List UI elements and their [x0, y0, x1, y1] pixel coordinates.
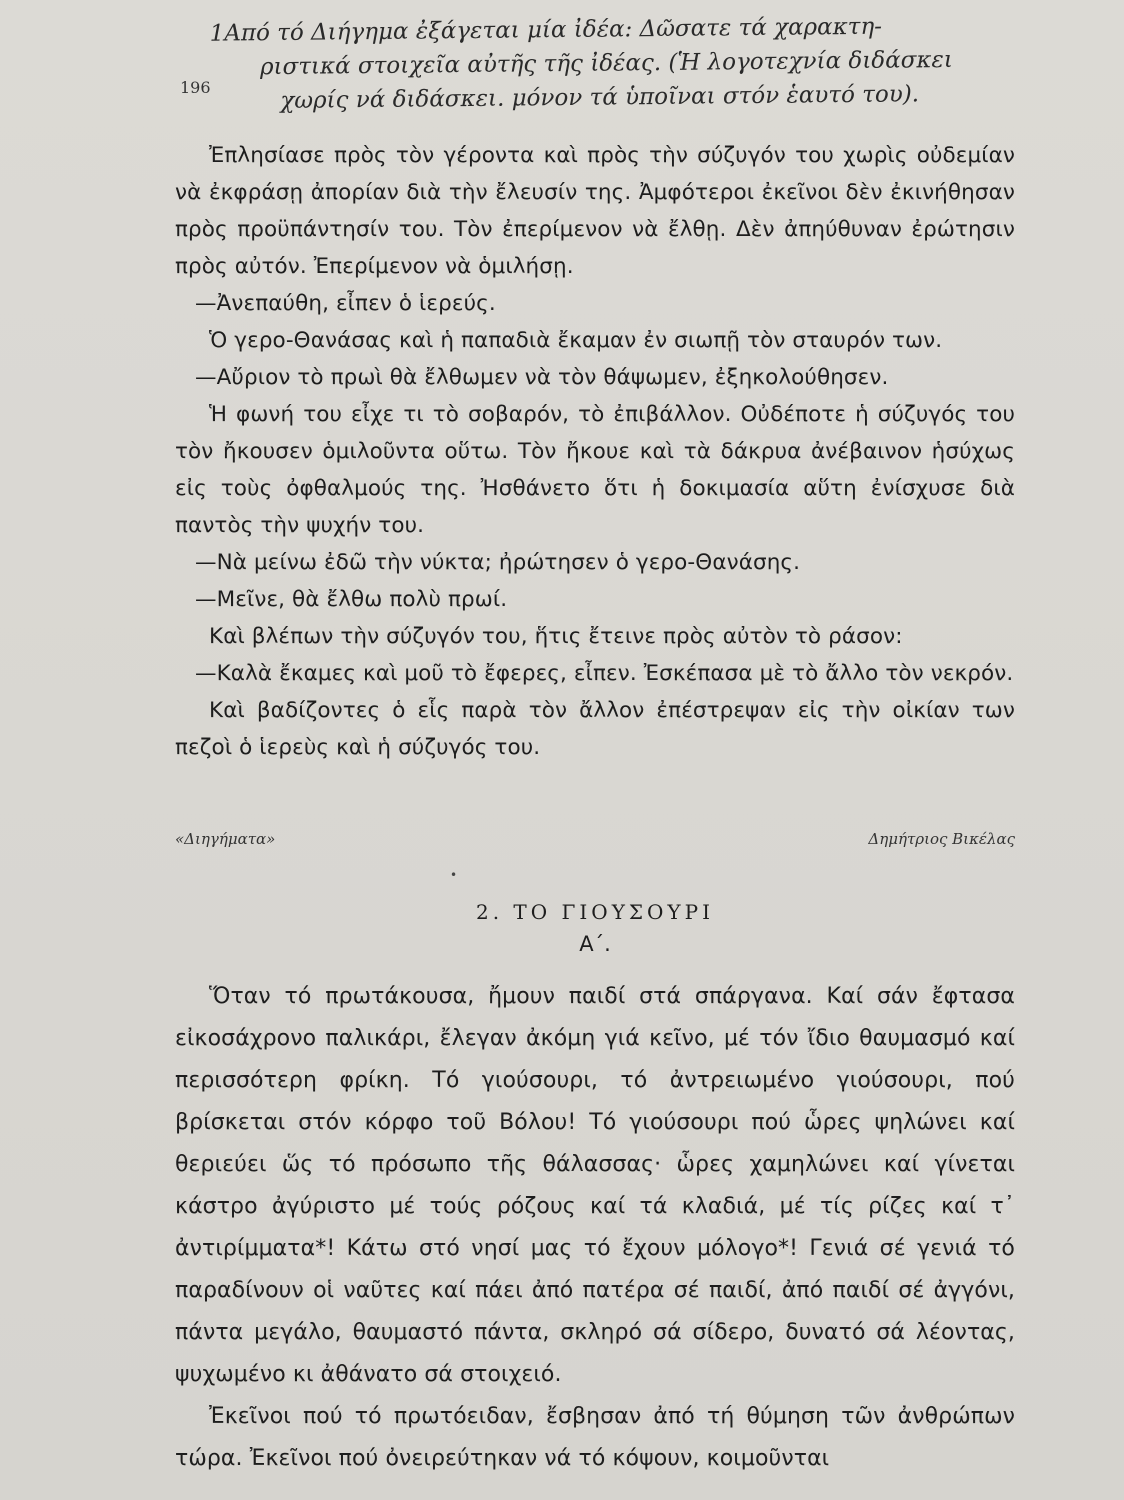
handwritten-annotation: [209, 7, 1110, 118]
dialogue-line: —Αὔριον τὸ πρωὶ θὰ ἔλθωμεν νὰ τὸν θάψωμεν, ἐξηκολούθησεν.: [195, 365, 889, 390]
paragraph: Καὶ βαδίζοντες ὁ εἷς παρὰ τὸν ἄλλον ἐπέστρεψαν εἰς τὴν οἰκίαν των πεζοὶ ὁ ἱερεὺς καὶ ἡ σύζυγός του.: [175, 698, 1015, 760]
paragraph: Ἐκεῖνοι πού τό πρωτόειδαν, ἔσβησαν ἀπό τή θύμηση τῶν ἀνθρώπων τώρα. Ἐκεῖνοι πού ὀνειρεύτηκαν νά τό κόψουν, κοιμοῦνται: [175, 1404, 1015, 1471]
chapter-text: [175, 976, 1015, 1480]
paragraph: Ὁ γερο-Θανάσας καὶ ἡ παπαδιὰ ἔκαμαν ἐν σιωπῇ τὸν σταυρόν των.: [209, 328, 943, 353]
dialogue-line: —Νὰ μείνω ἐδῶ τὴν νύκτα; ἠρώτησεν ὁ γερο-Θανάσης.: [195, 550, 801, 575]
chapter-title: 2. ΤΟ ΓΙΟΥΣΟΥΡΙ: [475, 900, 714, 924]
story-ending-text: [175, 137, 1015, 766]
dialogue-line: —Ἀνεπαύθη, εἶπεν ὁ ἱερεύς.: [195, 291, 496, 316]
chapter-subtitle: Α΄.: [579, 932, 611, 956]
source-attribution: [175, 830, 1015, 854]
page-number: 196: [180, 78, 211, 97]
handnote-line: ριστικά στοιχεῖα αὐτῆς τῆς ἰδέας. (Ἡ λογοτεχνία διδάσκει: [259, 46, 953, 81]
handnote-line: 1Από τό Διήγημα ἐξάγεται μία ἰδέα: Δῶσατε τά χαρακτη-: [209, 13, 883, 47]
paragraph: Καὶ βλέπων τὴν σύζυγόν του, ἥτις ἔτεινε πρὸς αὐτὸν τὸ ράσον:: [209, 624, 903, 649]
paragraph: Ἡ φωνή του εἶχε τι τὸ σοβαρόν, τὸ ἐπιβάλλον. Οὐδέποτε ἡ σύζυγός του τὸν ἤκουσεν ὁμιλοῦντα οὕτω. Τὸν ἤκουε καὶ τὰ δάκρυα ἀνέβαινον ἡσύχως εἰς τοὺς ὀφθαλμούς της. Ἠσθάνετο ὅτι ἡ δοκιμασία αὕτη ἐνίσχυσε διὰ παντὸς τὴν ψυχήν του.: [175, 402, 1015, 538]
handnote-line: χωρίς νά διδάσκει. μόνον τά ὑποῖναι στόν ἑαυτό του).: [280, 81, 920, 114]
dialogue-line: —Μεῖνε, θὰ ἔλθω πολὺ πρωί.: [195, 587, 508, 612]
paragraph: Ὅταν τό πρωτάκουσα, ἤμουν παιδί στά σπάργανα. Καί σάν ἔφτασα εἰκοσάχρονο παλικάρι, ἔλεγαν ἀκόμη γιά κεῖνο, μέ τόν ἴδιο θαυμασμό καί περισσότερη φρίκη. Τό γιούσουρι, τό ἀντρειωμένο γιούσουρι, πού βρίσκεται στόν κόρφο τοῦ Βόλου! Τό γιούσουρι πού ὧρες ψηλώνει καί θεριεύει ὥς τό πρόσωπο τῆς θάλασσας· ὧρες χαμηλώνει καί γίνεται κάστρο ἀγύριστο μέ τούς ρόζους καί τά κλαδιά, μέ τίς ρίζες καί τ᾽ ἀντιρίμματα*! Κάτω στό νησί μας τό ἔχουν μόλογο*! Γενιά σέ γενιά τό παραδίνουν οἱ ναῦτες καί πάει ἀπό πατέρα σέ παιδί, ἀπό παιδί σέ ἀγγόνι, πάντα μεγάλο, θαυμαστό πάντα, σκληρό σά σίδερο, δυνατό σά λέοντας, ψυχωμένο κι ἀθάνατο σά στοιχειό.: [175, 984, 1015, 1387]
separator-dot: •: [450, 868, 458, 882]
paragraph: Ἐπλησίασε πρὸς τὸν γέροντα καὶ πρὸς τὴν σύζυγόν του χωρὶς οὐδεμίαν νὰ ἐκφράσῃ ἀπορίαν διὰ τὴν ἔλευσίν της. Ἀμφότεροι ἐκεῖνοι δὲν ἐκινήθησαν πρὸς προϋπάντησίν του. Τὸν ἐπερίμενον νὰ ἔλθῃ. Δὲν ἀπηύθυναν ἐρώτησιν πρὸς αὐτόν. Ἐπερίμενον νὰ ὁμιλήσῃ.: [175, 143, 1015, 279]
source-work: «Διηγήματα»: [175, 830, 276, 848]
source-author: Δημήτριος Βικέλας: [868, 830, 1015, 848]
dialogue-line: —Καλὰ ἔκαμες καὶ μοῦ τὸ ἔφερες, εἶπεν. Ἐσκέπασα μὲ τὸ ἄλλο τὸν νεκρόν.: [195, 661, 1014, 686]
